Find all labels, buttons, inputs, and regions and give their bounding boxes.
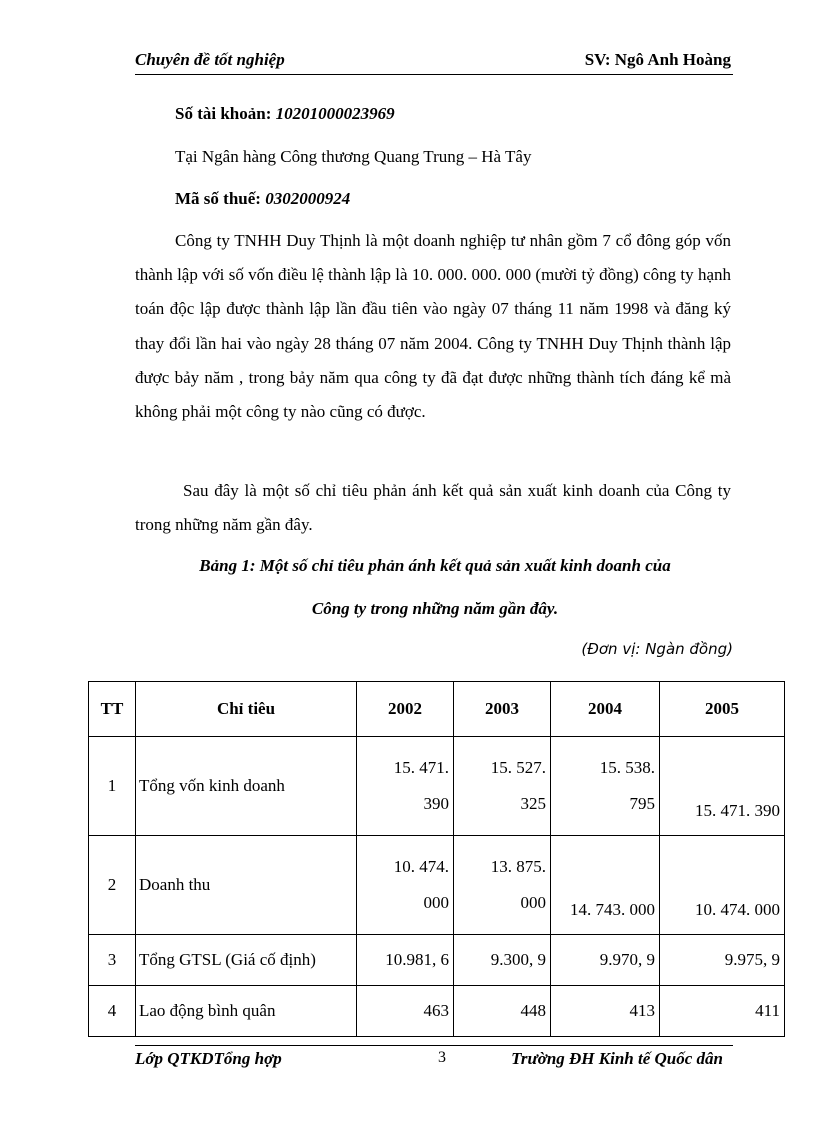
- footer-class: Lớp QTKDTổng hợp: [135, 1049, 282, 1068]
- table-row: [89, 986, 785, 1037]
- tax-label: Mã số thuế:: [175, 189, 261, 208]
- row-tt: 2: [89, 836, 136, 935]
- cell-2004: 15. 538. 795: [551, 737, 660, 836]
- cell-2002: 463: [357, 986, 454, 1037]
- table-header-row: [89, 682, 785, 737]
- cell-2005: 10. 474. 000: [660, 836, 785, 935]
- footer-university: Trường ĐH Kinh tế Quốc dân: [511, 1049, 723, 1068]
- header-2005: 2005: [660, 682, 785, 737]
- row-tt: 4: [89, 986, 136, 1037]
- cell-2005: 411: [660, 986, 785, 1037]
- row-indicator: Tổng vốn kinh doanh: [136, 737, 357, 836]
- indicators-table: [88, 681, 785, 1037]
- cell-2003: 9.300, 9: [454, 935, 551, 986]
- table-row: [89, 737, 785, 836]
- row-tt: 3: [89, 935, 136, 986]
- tax-line: [175, 189, 350, 209]
- account-label: Số tài khoản:: [175, 104, 272, 123]
- header-2004: 2004: [551, 682, 660, 737]
- cell-2002: 15. 471. 390: [357, 737, 454, 836]
- table-caption-line2: Công ty trong những năm gần đây.: [311, 599, 559, 618]
- header-title: Chuyên đề tốt nghiệp: [135, 50, 285, 69]
- header-tt: TT: [89, 682, 136, 737]
- paragraph-table-intro: Sau đây là một số chỉ tiêu phản ánh kết quả sản xuất kinh doanh của Công ty trong những năm gần đây.: [135, 481, 731, 535]
- table-caption-line1: Bảng 1: Một số chỉ tiêu phản ánh kết quả sản xuất kinh doanh của: [199, 556, 671, 575]
- header-2003: 2003: [454, 682, 551, 737]
- table-row: [89, 836, 785, 935]
- cell-2004: 413: [551, 986, 660, 1037]
- row-tt: 1: [89, 737, 136, 836]
- tax-number: 0302000924: [265, 189, 351, 208]
- cell-2005: 9.975, 9: [660, 935, 785, 986]
- page-header: [135, 50, 733, 75]
- unit-note: (Đơn vị: Ngàn đồng): [581, 640, 733, 658]
- cell-2002: 10. 474. 000: [357, 836, 454, 935]
- cell-2003: 15. 527. 325: [454, 737, 551, 836]
- cell-2004: 14. 743. 000: [551, 836, 660, 935]
- header-2002: 2002: [357, 682, 454, 737]
- row-indicator: Lao động bình quân: [136, 986, 357, 1037]
- cell-2002: 10.981, 6: [357, 935, 454, 986]
- row-indicator: Tổng GTSL (Giá cố định): [136, 935, 357, 986]
- cell-2003: 13. 875. 000: [454, 836, 551, 935]
- header-indicator: Chỉ tiêu: [136, 682, 357, 737]
- account-number: 10201000023969: [275, 104, 395, 123]
- header-author: SV: Ngô Anh Hoàng: [584, 50, 731, 69]
- page-number: 3: [438, 1049, 446, 1066]
- account-line: [175, 104, 395, 124]
- cell-2005: 15. 471. 390: [660, 737, 785, 836]
- page-footer: [135, 1045, 733, 1070]
- cell-2003: 448: [454, 986, 551, 1037]
- table-row: [89, 935, 785, 986]
- row-indicator: Doanh thu: [136, 836, 357, 935]
- cell-2004: 9.970, 9: [551, 935, 660, 986]
- paragraph-company-intro: Công ty TNHH Duy Thịnh là một doanh nghiệp tư nhân gồm 7 cổ đông góp vốn thành lập với số vốn điều lệ thành lập là 10. 000. 000. 000 (mười tỷ đồng) công ty hạnh toán độc lập được thành lập lần đầu tiên vào ngày 07 tháng 11 năm 1998 và đăng ký thay đổi lần hai vào ngày 28 tháng 07 năm 2004. Công ty TNHH Duy Thịnh thành lập được bảy năm , trong bảy năm qua công ty đã đạt được những thành tích đáng kể mà không phải một công ty nào cũng có được.: [135, 231, 731, 422]
- bank-line: Tại Ngân hàng Công thương Quang Trung – Hà Tây: [175, 147, 532, 166]
